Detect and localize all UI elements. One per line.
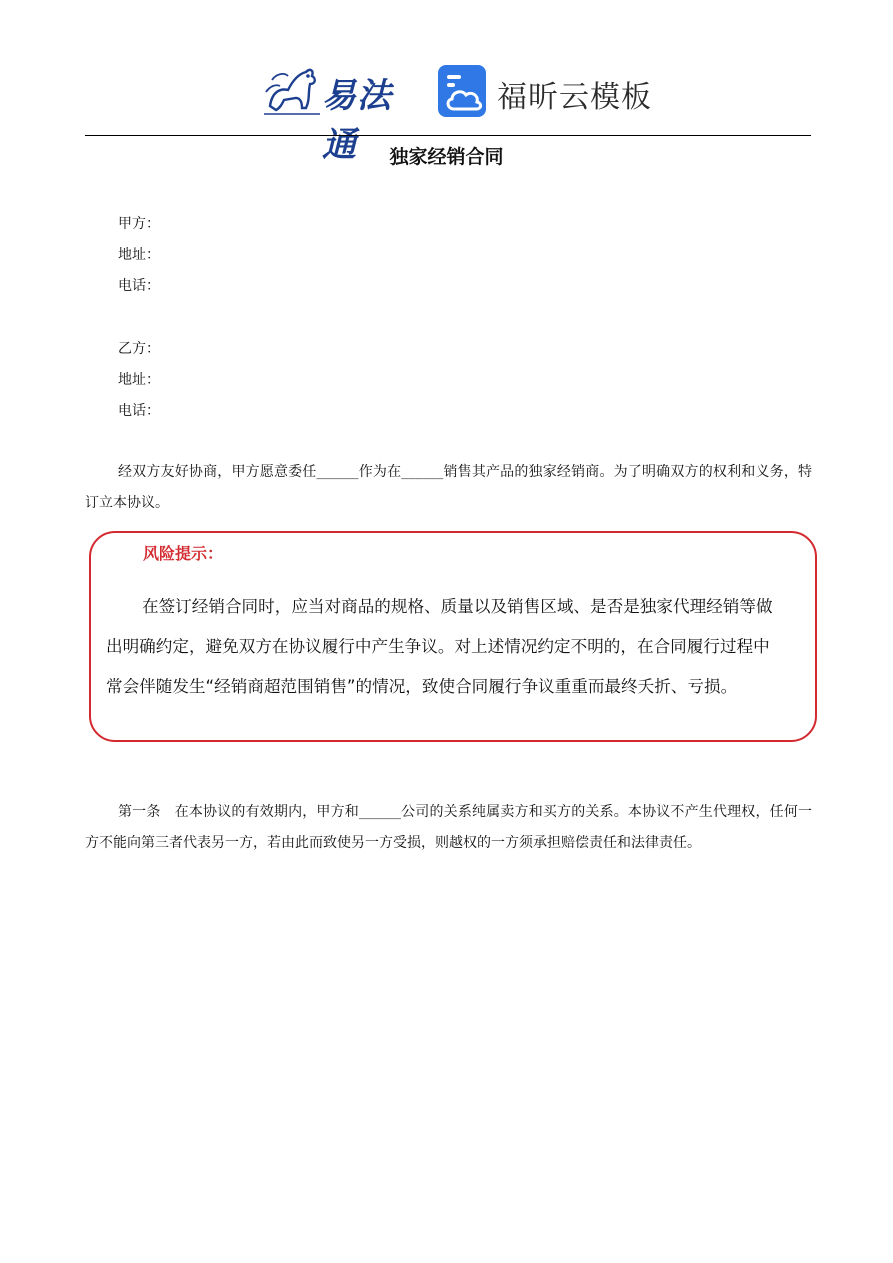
party-b-address-label: 地址：: [118, 372, 160, 388]
party-a-phone-label: 电话：: [118, 278, 160, 294]
foxit-cloud-icon: [438, 65, 486, 117]
yifatong-logo: [262, 62, 414, 165]
header-divider: [85, 135, 811, 136]
document-title: 独家经销合同: [389, 146, 504, 168]
risk-line: 常会伴随发生“经销商超范围销售”的情况，致使合同履行争议重重而最终夭折、亏损。: [106, 677, 738, 696]
party-b-phone-label: 电话：: [118, 403, 160, 419]
article-1-paragraph: 第一条 在本协议的有效期内，甲方和______公司的关系纯属卖方和买方的关系。本协议不产生代理权，任何一方不能向第三者代表另一方，若由此而致使另一方受损，则越权的一方须承担赔偿责任和法律责任。: [85, 804, 812, 851]
risk-line: 出明确约定，避免双方在协议履行中产生争议。对上述情况约定不明的，在合同履行过程中: [106, 637, 770, 656]
party-a-name-label: 甲方：: [118, 216, 160, 232]
foxit-cloud-wordmark: 福昕云模板: [497, 80, 652, 115]
intro-paragraph: 经双方友好协商，甲方愿意委任______作为在______销售其产品的独家经销商。为了明确双方的权利和义务，特订立本协议。: [85, 464, 812, 511]
risk-line: 在签订经销合同时，应当对商品的规格、质量以及销售区域、是否是独家代理经销等做: [142, 597, 773, 616]
party-b-name-label: 乙方：: [118, 341, 160, 357]
risk-warning-title: 风险提示：: [143, 544, 224, 563]
risk-warning-box: [89, 531, 817, 742]
risk-warning-text: [106, 587, 814, 707]
qilin-icon: [262, 62, 324, 118]
party-a-address-label: 地址：: [118, 247, 160, 263]
yifatong-wordmark: 易法通: [322, 76, 392, 165]
